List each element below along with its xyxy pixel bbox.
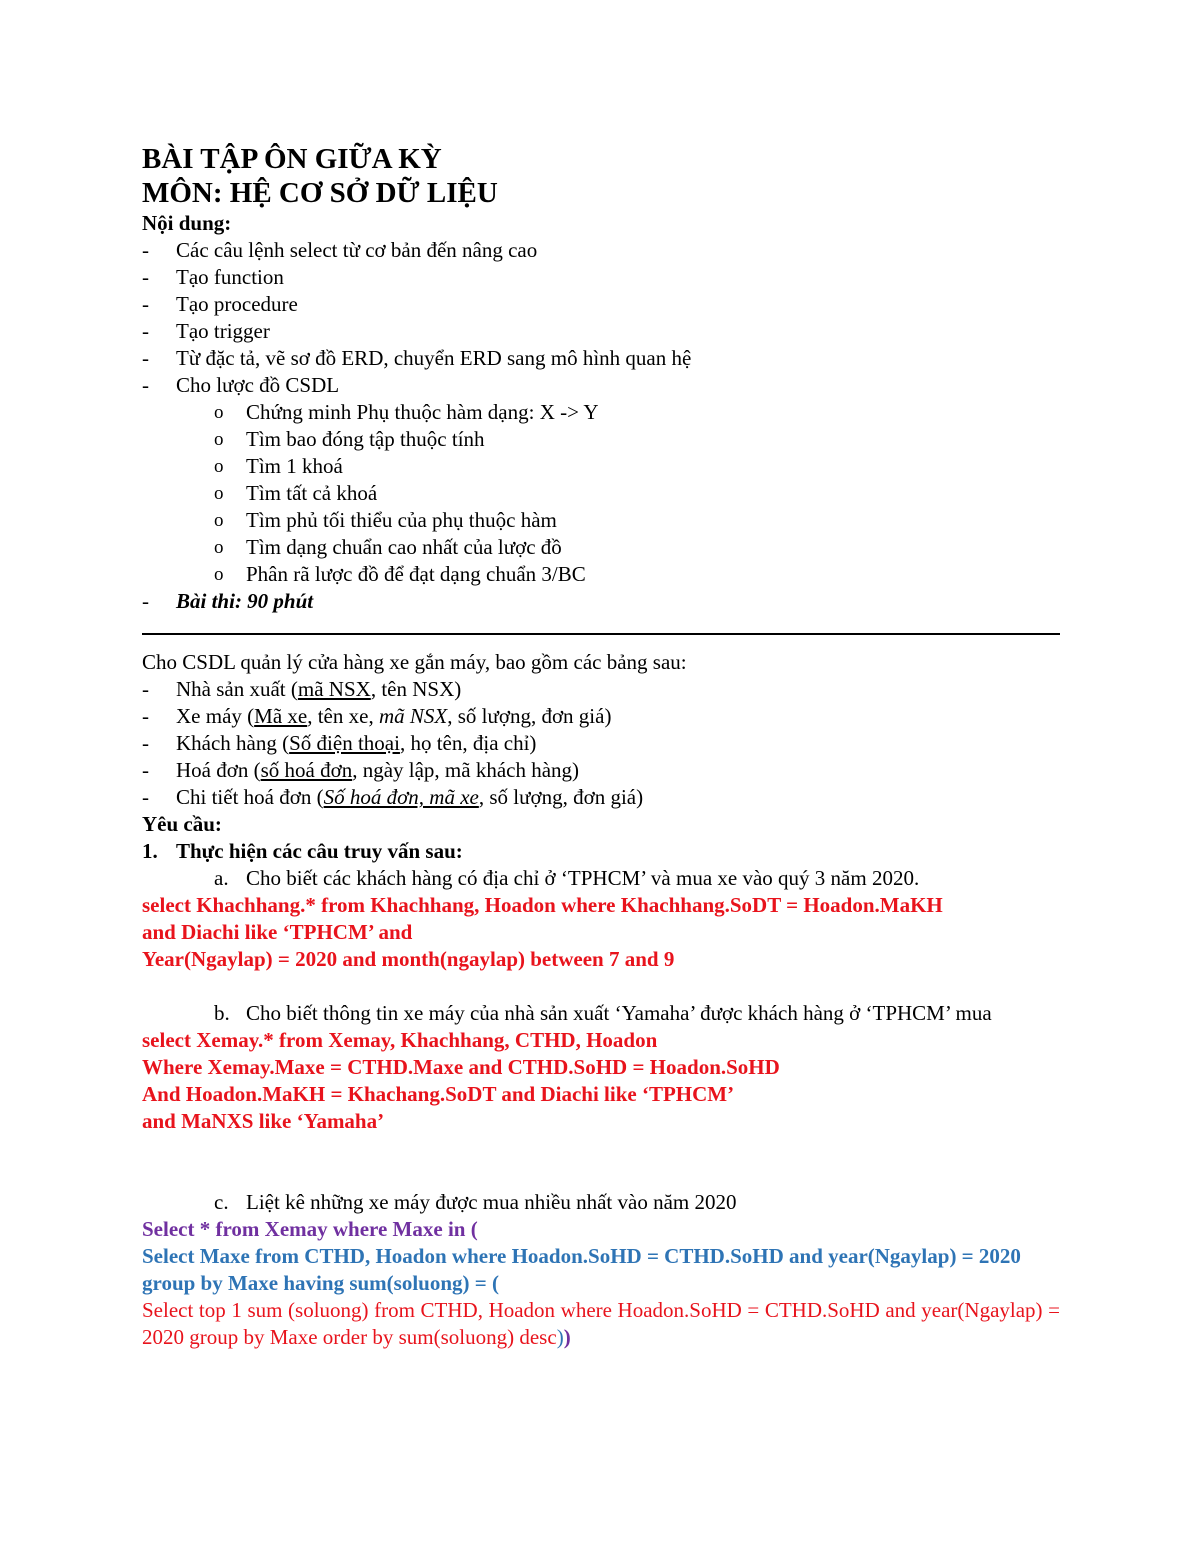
sql-c-inner xyxy=(142,1297,1060,1351)
content-item xyxy=(142,345,1060,372)
sql-c-outer: Select * from Xemay where Maxe in ( xyxy=(142,1217,478,1241)
question-a-text: Cho biết các khách hàng có địa chỉ ở ‘TPHCM’ và mua xe vào quý 3 năm 2020. xyxy=(246,866,920,890)
sub-item xyxy=(142,534,1060,561)
letter-marker: c. xyxy=(214,1190,229,1214)
sub-item-text: Chứng minh Phụ thuộc hàm dạng: X -> Y xyxy=(246,400,599,424)
sub-item xyxy=(142,480,1060,507)
sql-c-middle: Select Maxe from CTHD, Hoadon where Hoadon.SoHD = CTHD.SoHD and year(Ngaylap) = 2020 group by Maxe having sum(soluong) = ( xyxy=(142,1244,1021,1295)
content-item-text: Tạo trigger xyxy=(176,319,270,343)
primary-key: mã NSX xyxy=(297,677,371,701)
foreign-key: mã NSX xyxy=(378,704,448,728)
content-item-text: Tạo procedure xyxy=(176,292,298,316)
table-name: Nhà sản xuất ( xyxy=(176,677,298,701)
sub-item xyxy=(142,561,1060,588)
question-1 xyxy=(142,838,1060,865)
table-attrs: , số lượng, đơn giá) xyxy=(447,704,612,728)
primary-key: số hoá đơn xyxy=(260,758,353,782)
sql-b-line: select Xemay.* from Xemay, Khachhang, CTHD, Hoadon xyxy=(142,1028,658,1052)
table-attrs: , ngày lập, mã khách hàng) xyxy=(352,758,580,782)
dash-bullet: - xyxy=(142,731,149,755)
sub-item-text: Tìm tất cả khoá xyxy=(246,481,378,505)
content-item xyxy=(142,318,1060,345)
table-attrs: , tên xe, xyxy=(307,704,379,728)
horizontal-divider xyxy=(142,633,1060,635)
schema-table-xemay xyxy=(142,703,1060,730)
content-item-text: Cho lược đồ CSDL xyxy=(176,373,340,397)
table-attrs: , họ tên, địa chỉ) xyxy=(399,731,537,755)
schema-table-khachhang xyxy=(142,730,1060,757)
question-c xyxy=(142,1189,1060,1216)
sql-c-close-purple: ) xyxy=(563,1325,571,1349)
content-label: Nội dung: xyxy=(142,211,232,235)
dash-bullet: - xyxy=(142,265,149,289)
sub-item-text: Tìm dạng chuẩn cao nhất của lược đồ xyxy=(246,535,562,559)
sql-c-close-blue: ) xyxy=(556,1325,564,1349)
dash-bullet: - xyxy=(142,704,149,728)
content-item-text: Từ đặc tả, vẽ sơ đồ ERD, chuyển ERD sang mô hình quan hệ xyxy=(176,346,692,370)
document-content xyxy=(142,142,1060,1351)
table-name: Hoá đơn ( xyxy=(176,758,261,782)
dash-bullet: - xyxy=(142,292,149,316)
primary-key: Mã xe xyxy=(254,704,308,728)
primary-key: Số điện thoại xyxy=(289,731,400,755)
dash-bullet: - xyxy=(142,346,149,370)
content-item-text: Các câu lệnh select từ cơ bản đến nâng cao xyxy=(176,238,538,262)
sql-b-line: Where Xemay.Maxe = CTHD.Maxe and CTHD.SoHD = Hoadon.SoHD xyxy=(142,1055,780,1079)
content-item xyxy=(142,291,1060,318)
sql-c-inner-text: Select top 1 sum (soluong) from CTHD, Hoadon where Hoadon.SoHD = CTHD.SoHD and year(Ngaylap) = 2020 group by Maxe order by sum(soluong) desc xyxy=(142,1298,1060,1349)
content-item xyxy=(142,264,1060,291)
question-b xyxy=(142,1000,1060,1027)
dash-bullet: - xyxy=(142,785,149,809)
schema-table-nsx xyxy=(142,676,1060,703)
schema-table-cthd xyxy=(142,784,1060,811)
question-1-text: Thực hiện các câu truy vấn sau: xyxy=(176,839,463,863)
dash-bullet: - xyxy=(142,238,149,262)
sql-b-line: And Hoadon.MaKH = Khachang.SoDT and Diachi like ‘TPHCM’ xyxy=(142,1082,735,1106)
spacer xyxy=(142,973,1060,1000)
sql-a-line: and Diachi like ‘TPHCM’ and xyxy=(142,920,413,944)
dash-bullet: - xyxy=(142,758,149,782)
primary-key: Số hoá đơn, mã xe xyxy=(323,785,479,809)
sql-a-line: select Khachhang.* from Khachhang, Hoadon where Khachhang.SoDT = Hoadon.MaKH xyxy=(142,893,943,917)
circle-bullet: o xyxy=(214,402,224,423)
table-attrs: , tên NSX) xyxy=(370,677,462,701)
schema-intro: Cho CSDL quản lý cửa hàng xe gắn máy, bao gồm các bảng sau: xyxy=(142,650,687,674)
table-attrs: , số lượng, đơn giá) xyxy=(478,785,644,809)
doc-title-line2: MÔN: HỆ CƠ SỞ DỮ LIỆU xyxy=(142,177,498,209)
question-b-text: Cho biết thông tin xe máy của nhà sản xuất ‘Yamaha’ được khách hàng ở ‘TPHCM’ mua xyxy=(246,1001,992,1025)
dash-bullet: - xyxy=(142,319,149,343)
circle-bullet: o xyxy=(214,483,224,504)
circle-bullet: o xyxy=(214,429,224,450)
dash-bullet: - xyxy=(142,373,149,397)
question-a xyxy=(142,865,1060,892)
sub-item xyxy=(142,507,1060,534)
exam-time-item xyxy=(142,588,1060,615)
content-item xyxy=(142,372,1060,399)
content-item-text: Tạo function xyxy=(176,265,284,289)
sub-item-text: Tìm bao đóng tập thuộc tính xyxy=(246,427,485,451)
question-c-text: Liệt kê những xe máy được mua nhiều nhất vào năm 2020 xyxy=(246,1190,737,1214)
letter-marker: a. xyxy=(214,866,229,890)
circle-bullet: o xyxy=(214,510,224,531)
circle-bullet: o xyxy=(214,564,224,585)
exam-time-text: Bài thi: 90 phút xyxy=(176,589,314,613)
dash-bullet: - xyxy=(142,589,149,613)
letter-marker: b. xyxy=(214,1001,230,1025)
dash-bullet: - xyxy=(142,677,149,701)
sub-item xyxy=(142,426,1060,453)
circle-bullet: o xyxy=(214,456,224,477)
content-item xyxy=(142,237,1060,264)
doc-title-line1: BÀI TẬP ÔN GIỮA KỲ xyxy=(142,143,442,175)
requirements-label: Yêu cầu: xyxy=(142,812,222,836)
sub-item xyxy=(142,453,1060,480)
table-name: Chi tiết hoá đơn ( xyxy=(176,785,324,809)
table-name: Xe máy ( xyxy=(176,704,255,728)
sub-item xyxy=(142,399,1060,426)
sub-item-text: Tìm phủ tối thiểu của phụ thuộc hàm xyxy=(246,508,557,532)
schema-table-hoadon xyxy=(142,757,1060,784)
sub-item-text: Phân rã lược đồ để đạt dạng chuẩn 3/BC xyxy=(246,562,586,586)
sql-b-line: and MaNXS like ‘Yamaha’ xyxy=(142,1109,385,1133)
circle-bullet: o xyxy=(214,537,224,558)
number-marker: 1. xyxy=(142,839,158,863)
spacer xyxy=(142,1135,1060,1189)
table-name: Khách hàng ( xyxy=(176,731,290,755)
sql-a-line: Year(Ngaylap) = 2020 and month(ngaylap) between 7 and 9 xyxy=(142,947,675,971)
sub-item-text: Tìm 1 khoá xyxy=(246,454,343,478)
